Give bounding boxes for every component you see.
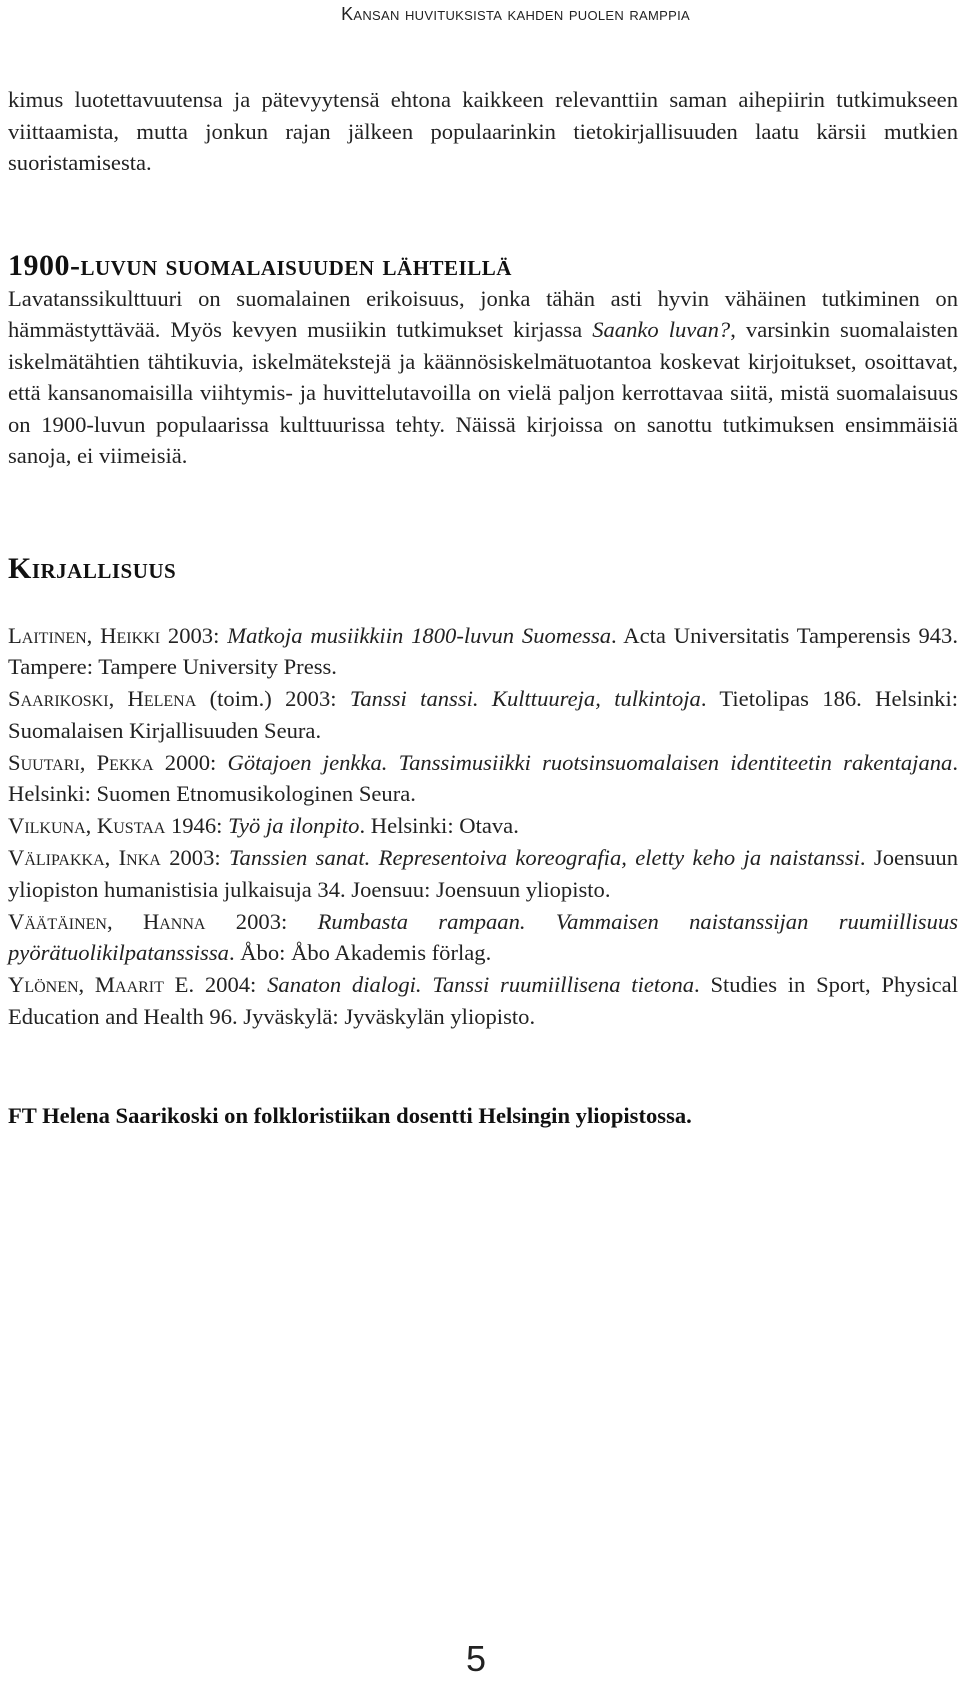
reference-item xyxy=(8,842,958,906)
bibliography-heading: Kirjallisuus xyxy=(8,551,177,585)
reference-item xyxy=(8,683,958,747)
reference-title: Työ ja ilonpito xyxy=(228,813,360,839)
reference-author: Laitinen, Heikki xyxy=(8,622,161,648)
section-1900-paragraph xyxy=(8,283,958,472)
reference-item xyxy=(8,747,958,811)
reference-title: Tanssi tanssi. Kulttuureja, tulkintoja xyxy=(349,686,701,712)
section-heading-1900: 1900-luvun suomalaisuuden lähteillä xyxy=(8,248,512,282)
reference-title: Matkoja musiikkiin 1800-luvun Suomessa xyxy=(227,622,612,648)
reference-item xyxy=(8,969,958,1033)
reference-details: . Tietolipas 186. Helsinki: Suomalaisen Kirjallisuuden Seura. xyxy=(8,686,959,743)
reference-author: Ylönen, Maarit E. xyxy=(8,972,195,998)
reference-author: Vilkuna, Kustaa xyxy=(8,813,166,839)
page-number: 5 xyxy=(466,1638,487,1679)
reference-year: 2003: xyxy=(160,622,228,648)
reference-details: . Acta Universitatis Tamperensis 943. Tampere: Tampere University Press. xyxy=(8,622,958,680)
reference-item xyxy=(8,810,958,842)
page-content xyxy=(8,84,958,1129)
intro-paragraph: kimus luotettavuutensa ja pätevyytensä ehtona kaikkeen relevanttiin saman aihepiirin tutkimukseen viittaamista, mutta jonkun rajan jälkeen populaarinkin tietokirjallisuuden laatu kärsii mutkien suoristamisesta. xyxy=(8,87,958,175)
reference-item xyxy=(8,620,958,684)
running-head: Kansan huvituksista kahden puolen ramppia xyxy=(341,4,690,24)
reference-author: Suutari, Pekka xyxy=(8,749,154,775)
reference-details: . Studies in Sport, Physical Education and Health 96. Jyväskylä: Jyväskylän yliopisto. xyxy=(8,972,958,1030)
reference-author: Välipakka, Inka xyxy=(8,845,161,871)
reference-year: 1946: xyxy=(165,813,229,839)
reference-author: Saarikoski, Helena xyxy=(8,686,197,712)
reference-title: Götajoen jenkka. Tanssimusiikki ruotsinsuomalaisen identiteetin rakentajana xyxy=(227,749,953,775)
reference-item xyxy=(8,906,958,970)
author-bio: FT Helena Saarikoski on folkloristiikan dosentti Helsingin yliopistossa. xyxy=(8,1102,692,1128)
paragraph-text-before: Lavatanssikulttuuri on suomalainen erikoisuus, jonka tähän asti hyvin vähäinen tutkiminen on hämmästyttävää. Myös kevyen musiikin tutkimukset kirjassa xyxy=(8,285,958,342)
reference-details: . Helsinki: Otava. xyxy=(359,813,519,839)
reference-list xyxy=(8,620,958,1033)
reference-year: 2004: xyxy=(194,972,268,998)
reference-year: 2000: xyxy=(153,749,228,775)
reference-title: Rumbasta rampaan. Vammaisen naistanssijan ruumiillisuus pyörätuolikilpatanssissa xyxy=(8,908,958,966)
book-title: Saanko luvan? xyxy=(592,317,731,342)
reference-details: . Helsinki: Suomen Etnomusikologinen Seura. xyxy=(8,749,958,807)
reference-year: 2003: xyxy=(205,908,318,934)
reference-year: 2003: xyxy=(160,845,230,871)
reference-title: Sanaton dialogi. Tanssi ruumiillisena tietona xyxy=(267,972,695,998)
reference-year: (toim.) 2003: xyxy=(196,686,350,712)
paragraph-text-after: , varsinkin suomalaisten iskelmätähtien tähtikuvia, iskelmätekstejä ja käännösiskelmätuotantoa koskevat kirjoitukset, osoittavat, että kansanomaisilla viihtymis- ja huvittelutavoilla on vielä paljon kerrottavaa siitä, mistä suomalaisuus on 1900-luvun populaarissa kulttuurissa tehty. Näissä kirjoissa on sanottu tutkimuksen ensimmäisiä sanoja, ei viimeisiä. xyxy=(8,317,959,468)
reference-title: Tanssien sanat. Representoiva koreografia, eletty keho ja naistanssi xyxy=(229,845,860,871)
reference-author: Väätäinen, Hanna xyxy=(8,908,206,934)
reference-details: . Joensuun yliopiston humanistisia julkaisuja 34. Joensuu: Joensuun yliopisto. xyxy=(8,845,958,902)
reference-details: . Åbo: Åbo Akademis förlag. xyxy=(228,940,492,966)
